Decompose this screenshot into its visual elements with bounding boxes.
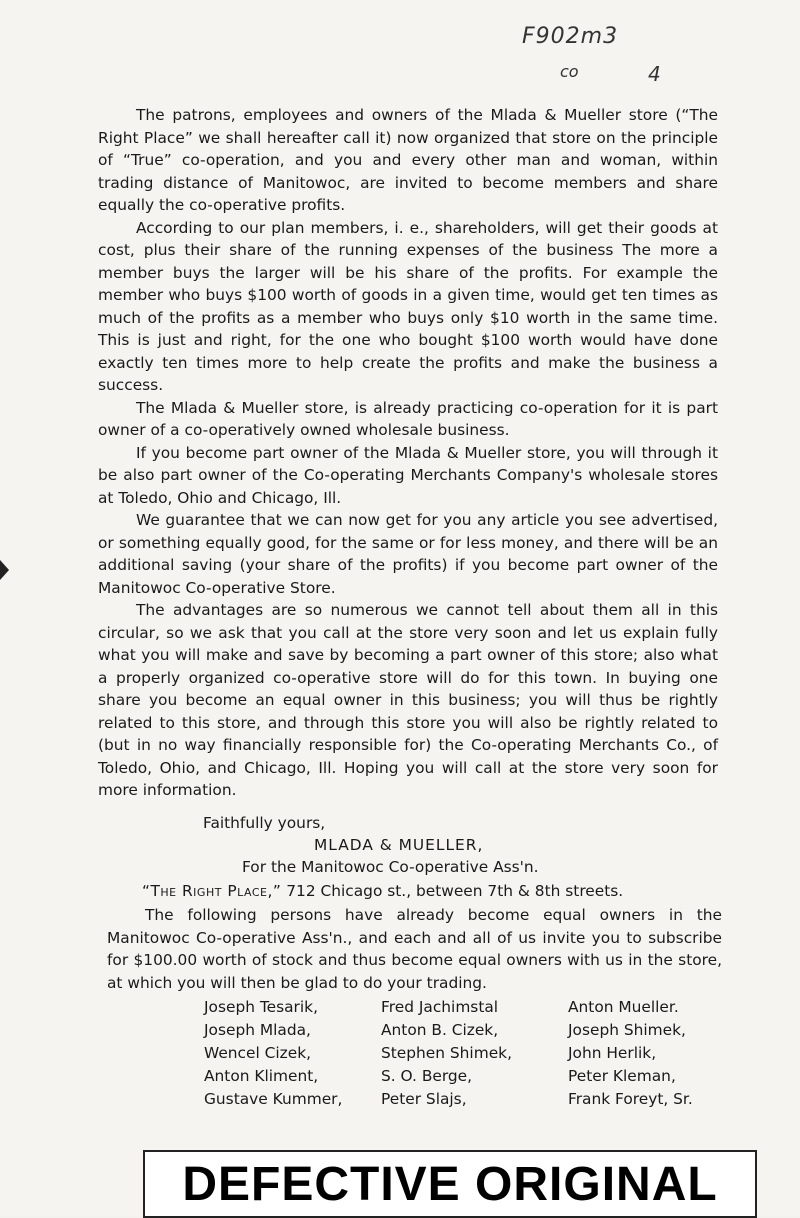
paragraph-wholesale: The Mlada & Mueller store, is already practicing co-operation for it is part owner of a co-operatively owned wholesale business. [98, 398, 718, 439]
owners-column-3 [568, 996, 693, 1111]
owner-name: Stephen Shimek, [381, 1044, 512, 1062]
street-address: 712 Chicago st., between 7th & 8th streets. [286, 882, 624, 900]
signer-subtitle: For the Manitowoc Co-operative Ass'n. [242, 858, 539, 876]
store-address [142, 880, 800, 903]
defective-original-stamp: DEFECTIVE ORIGINAL [143, 1150, 757, 1218]
owner-name: S. O. Berge, [381, 1067, 473, 1085]
store-name: “The Right Place,” [142, 882, 282, 900]
owner-name: John Herlik, [568, 1044, 657, 1062]
owner-name: Anton Mueller. [568, 998, 679, 1016]
owner-name: Wencel Cizek, [204, 1044, 312, 1062]
signer-name: MLADA & MUELLER, [314, 836, 484, 854]
owner-name: Frank Foreyt, Sr. [568, 1090, 693, 1108]
owner-name: Joseph Mlada, [204, 1021, 311, 1039]
handwritten-catalog-code: F902m3 [522, 24, 619, 49]
paragraph-plan: According to our plan members, i. e., shareholders, will get their goods at cost, plus their share of the running expenses of the business The more a member buys the larger will be his share of the profits. For example the member who buys $100 worth of goods in a given time, would get ten times as much of the profits as a member who buys only $10 worth in the same time. This is just and right, for the one who bought $100 worth would have done exactly ten times more to help create the profits and make the business a success. [98, 218, 718, 394]
owner-name: Anton B. Cizek, [381, 1021, 499, 1039]
owner-name: Peter Kleman, [568, 1067, 676, 1085]
owner-name: Fred Jachimstal [381, 998, 499, 1016]
owner-name: Peter Slajs, [381, 1090, 467, 1108]
owner-name: Joseph Shimek, [568, 1021, 686, 1039]
owner-name: Joseph Tesarik, [204, 998, 318, 1016]
salutation: Faithfully yours, [203, 814, 326, 832]
paragraph-part-owner: If you become part owner of the Mlada & Mueller store, you will through it be also part owner of the Co-operating Merchants Company's wholesale stores at Toledo, Ohio and Chicago, Ill. [98, 443, 718, 507]
paragraph-intro: The patrons, employees and owners of the Mlada & Mueller store (“The Right Place” we shall hereafter call it) now organized that store on the principle of “True” co-operation, and you and every other man and woman, within trading distance of Manitowoc, are invited to become members and share equally the co-operative profits. [98, 106, 718, 214]
owners-column-2 [381, 996, 512, 1111]
owners-intro-text: The following persons have already become equal owners in the Manitowoc Co-operative Ass'n., and each and all of us invite you to subscribe for $100.00 worth of stock and thus become equal owners with us in the store, at which you will then be glad to do your trading. [107, 906, 722, 992]
owner-name: Anton Kliment, [204, 1067, 319, 1085]
owner-name: Gustave Kummer, [204, 1090, 343, 1108]
handwritten-page-number: 4 [648, 62, 661, 86]
owners-column-1 [204, 996, 342, 1111]
owners-intro [107, 904, 722, 994]
paragraph-advantages: The advantages are so numerous we cannot tell about them all in this circular, so we ask that you call at the store very soon and let us explain fully what you will make and save by becoming a part owner of this store; also what a properly organized co-operative store will do for this town. In buying one share you become an equal owner in this business; you will thus be rightly related to this store, and through this store you will also be rightly related to (but in no way financially responsible for) the Co-operating Merchants Co., of Toledo, Ohio, and Chicago, Ill. Hoping you will call at the store very soon for more information. [98, 601, 718, 799]
page-edge-mark [0, 560, 9, 580]
handwritten-co-mark: co [560, 62, 579, 81]
circular-body [98, 104, 718, 802]
paragraph-guarantee: We guarantee that we can now get for you any article you see advertised, or something equally good, for the same or for less money, and there will be an additional saving (your share of the profits) if you become part owner of the Manitowoc Co-operative Store. [98, 511, 718, 597]
